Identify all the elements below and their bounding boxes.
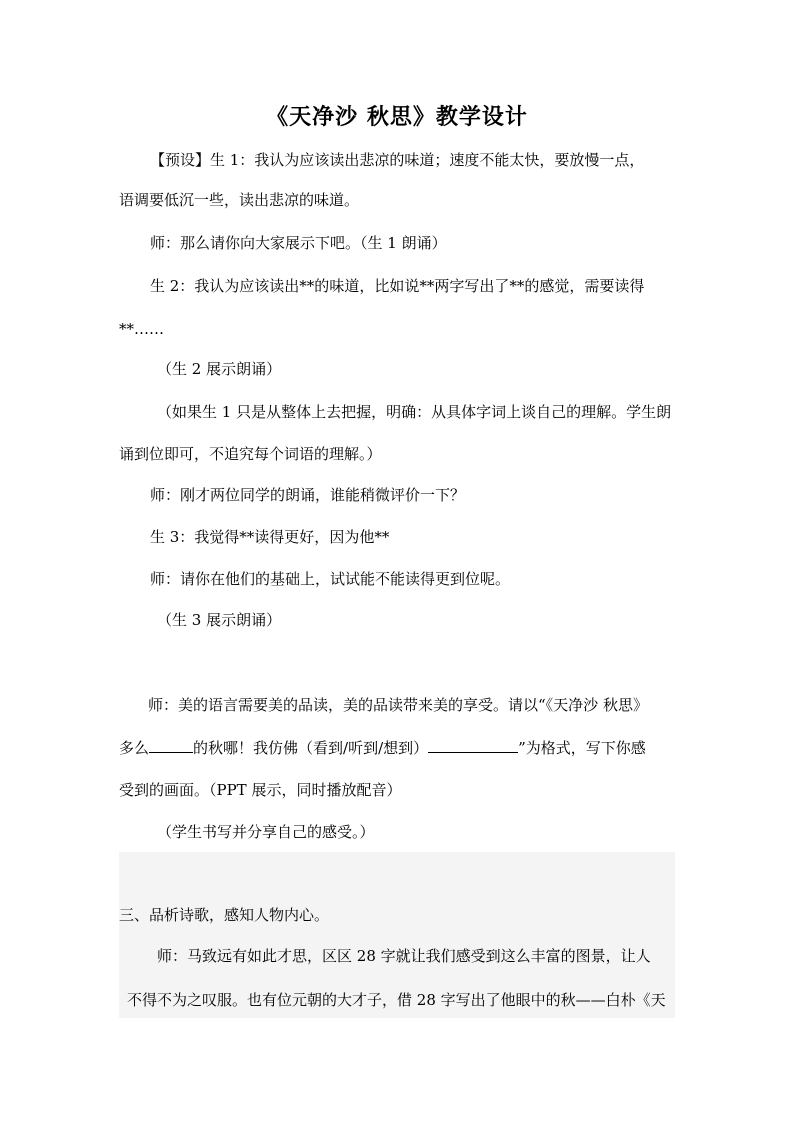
paragraph-line: 师：刚才两位同学的朗诵，谁能稍微评价一下？	[150, 486, 466, 504]
paragraph-line: 生 3：我觉得**读得更好，因为他**	[150, 528, 390, 546]
paragraph-line: 师：请你在他们的基础上，试试能不能读得更到位呢。	[150, 570, 511, 588]
paragraph-line: （生 3 展示朗诵）	[157, 611, 282, 629]
paragraph-line: 师：马致远有如此才思，区区 28 字就让我们感受到这么丰富的图景，让人	[157, 947, 651, 965]
paragraph-line	[119, 738, 646, 758]
paragraph-line: 诵到位即可，不追究每个词语的理解。）	[119, 445, 382, 463]
section-heading: 三、品析诗歌，感知人物内心。	[119, 906, 330, 924]
paragraph-line: （生 2 展示朗诵）	[157, 360, 282, 378]
paragraph-line: 师：美的语言需要美的品读，美的品读带来美的享受。请以“《天净沙 秋思》	[148, 696, 648, 714]
text-segment: ”为格式，写下你感	[518, 739, 646, 757]
paragraph-line: **……	[119, 320, 164, 338]
text-segment: 多么	[119, 739, 150, 757]
paragraph-line: 不得不为之叹服。也有位元朝的大才子，借 28 字写出了他眼中的秋——白朴《天	[127, 991, 666, 1009]
paragraph-line: 语调要低沉一些，读出悲凉的味道。	[119, 191, 360, 209]
paragraph-line: （学生书写并分享自己的感受。）	[157, 823, 375, 841]
paragraph-line: （如果生 1 只是从整体上去把握，明确：从具体字词上谈自己的理解。学生朗	[157, 403, 672, 421]
text-segment: 的秋哪！我仿佛（看到/听到/想到）	[193, 739, 429, 757]
page-title: 《天净沙 秋思》教学设计	[266, 104, 528, 130]
paragraph-line: 【预设】生 1：我认为应该读出悲凉的味道；速度不能太快，要放慢一点，	[150, 151, 645, 169]
fill-blank-short	[149, 738, 193, 753]
fill-blank-long	[428, 738, 518, 753]
paragraph-line: 师：那么请你向大家展示下吧。（生 1 朗诵）	[150, 234, 447, 252]
paragraph-line: 受到的画面。（PPT 展示，同时播放配音）	[119, 781, 402, 799]
paragraph-line: 生 2：我认为应该读出**的味道，比如说**两字写出了**的感觉，需要读得	[150, 277, 645, 295]
